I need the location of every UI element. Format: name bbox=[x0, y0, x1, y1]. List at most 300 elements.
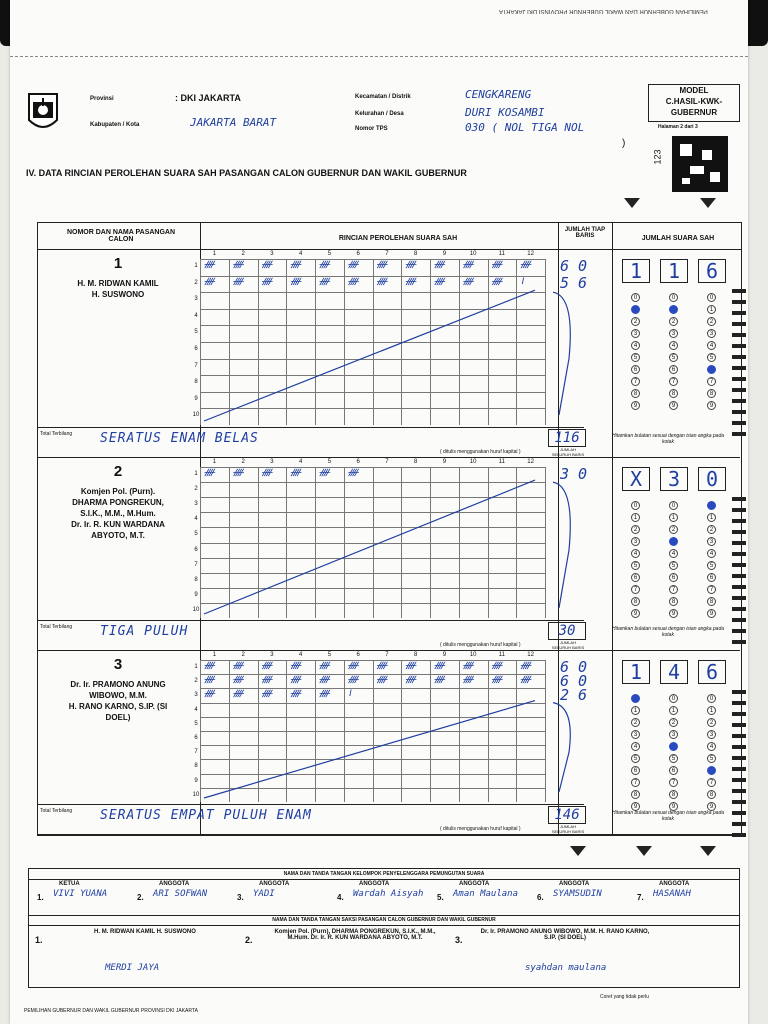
digit-bubble[interactable]: 6 bbox=[707, 573, 716, 582]
grid-col-number: 6 bbox=[356, 652, 360, 658]
row-total: 6 0 bbox=[560, 257, 588, 275]
margin-tick bbox=[732, 421, 746, 425]
candidate-name: H. RANO KARNO, S.IP. (SI bbox=[68, 702, 168, 711]
digit-bubble[interactable]: 8 bbox=[669, 389, 678, 398]
kpps-title: NAMA DAN TANDA TANGAN KELOMPOK PENYELENGGARA PEMUNGUTAN SUARA bbox=[283, 871, 485, 877]
kpps-title-divider bbox=[29, 879, 739, 880]
kpps-number: 7. bbox=[637, 893, 644, 902]
digit-bubble[interactable]: 8 bbox=[669, 597, 678, 606]
diagonal-crossout bbox=[204, 480, 535, 614]
digit-bubble[interactable]: 9 bbox=[707, 401, 716, 410]
grid-row-number: 2 bbox=[194, 678, 198, 685]
digit-bubble[interactable]: 0 bbox=[707, 694, 716, 703]
grid-row-number: 4 bbox=[194, 516, 198, 523]
digit-box[interactable]: 0 bbox=[698, 467, 726, 491]
digit-bubble[interactable]: 2 bbox=[669, 317, 678, 326]
digit-bubble[interactable]: 3 bbox=[707, 329, 716, 338]
digit-bubble[interactable]: 6 bbox=[707, 766, 716, 775]
kelurahan-label: Kelurahan / Desa bbox=[355, 111, 404, 117]
grid-row-number: 10 bbox=[192, 412, 200, 419]
tally-mark: ᚎ bbox=[462, 675, 474, 686]
grid-col-number: 11 bbox=[498, 251, 505, 257]
tally-mark: ᚎ bbox=[376, 661, 387, 671]
tally-mark: ᚎ bbox=[434, 276, 445, 287]
saksi-signature: MERDI JAYA bbox=[105, 963, 160, 973]
kpps-role: ANGGOTA bbox=[359, 881, 390, 887]
kpps-number: 4. bbox=[337, 893, 344, 902]
digit-bubble[interactable]: 9 bbox=[669, 802, 678, 811]
digit-bubble[interactable]: 9 bbox=[669, 401, 678, 410]
digit-bubble[interactable]: 2 bbox=[631, 317, 640, 326]
digit-box[interactable]: 1 bbox=[660, 259, 688, 283]
digit-bubble[interactable]: 0 bbox=[707, 293, 716, 302]
form-sheet bbox=[10, 0, 748, 1024]
margin-tick bbox=[732, 355, 746, 359]
grid-col-number: 11 bbox=[498, 652, 505, 658]
row-total: 3 0 bbox=[560, 465, 588, 483]
words-hint: ( ditulis menggunakan huruf kapital ) bbox=[440, 449, 521, 455]
grid-col-number: 9 bbox=[442, 652, 447, 658]
digit-bubble[interactable]: 5 bbox=[707, 353, 716, 362]
digit-bubble[interactable]: 9 bbox=[669, 609, 678, 618]
code-123: 123 bbox=[652, 149, 663, 165]
grid-col-number: 4 bbox=[298, 251, 303, 257]
kpps-signature: ARI SOFWAN bbox=[153, 889, 208, 899]
grid-col-number: 12 bbox=[527, 459, 534, 465]
digit-bubble[interactable]: 7 bbox=[669, 778, 678, 787]
saksi-name: H. M. RIDWAN KAMIL H. SUSWONO bbox=[94, 929, 196, 935]
digit-bubble[interactable]: 9 bbox=[707, 802, 716, 811]
grid-col-number: 12 bbox=[527, 251, 534, 257]
digit-box[interactable]: 6 bbox=[698, 259, 726, 283]
margin-tick bbox=[732, 322, 746, 326]
bubble-hint: Hitamkan bulatan sesuai dengan isian angka pada kotak bbox=[611, 433, 725, 445]
tally-mark: ᚎ bbox=[520, 260, 531, 270]
tally-mark: ᚎ bbox=[434, 675, 445, 686]
tally-mark: ᚎ bbox=[491, 260, 502, 270]
digit-bubble[interactable]: 7 bbox=[631, 585, 640, 594]
tally-mark: ᚎ bbox=[405, 675, 416, 686]
margin-tick bbox=[732, 778, 746, 782]
tally-mark: ᚎ bbox=[405, 661, 416, 671]
candidate-name: WIBOWO, M.M. bbox=[89, 691, 147, 700]
tally-mark: ᚎ bbox=[347, 260, 359, 270]
digit-bubble[interactable]: 4 bbox=[707, 549, 716, 558]
digit-box[interactable]: X bbox=[622, 467, 650, 491]
digit-box[interactable]: 1 bbox=[622, 259, 650, 283]
grid-row-number: 10 bbox=[192, 606, 200, 613]
total-terbilang-label: Total Terbilang bbox=[40, 431, 73, 437]
margin-tick bbox=[732, 585, 746, 589]
dki-logo-icon bbox=[27, 92, 59, 134]
grid-col-number: 9 bbox=[442, 459, 447, 465]
bubble-hint: Hitamkan bulatan sesuai dengan isian angka pada kotak bbox=[611, 626, 725, 638]
digit-bubble[interactable]: 1 bbox=[707, 305, 716, 314]
grid-col-number: 4 bbox=[298, 459, 303, 465]
margin-tick bbox=[732, 800, 746, 804]
margin-tick bbox=[732, 388, 746, 392]
digit-bubble[interactable]: 8 bbox=[631, 389, 640, 398]
kecamatan-value: CENGKARENG bbox=[465, 88, 532, 101]
margin-tick bbox=[732, 432, 746, 436]
digit-bubble[interactable]: 6 bbox=[669, 766, 678, 775]
digit-bubble[interactable]: 8 bbox=[707, 389, 716, 398]
candidate-name: Dr. Ir. PRAMONO ANUNG bbox=[70, 680, 166, 689]
margin-tick bbox=[732, 300, 746, 304]
kpps-signature: Aman Maulana bbox=[453, 889, 519, 899]
digit-bubble[interactable]: 1 bbox=[669, 305, 678, 314]
digit-bubble[interactable]: 4 bbox=[669, 549, 678, 558]
margin-tick bbox=[732, 723, 746, 727]
section-divider bbox=[37, 834, 740, 835]
top-dashed-line bbox=[10, 56, 748, 57]
margin-tick bbox=[732, 574, 746, 578]
digit-bubble[interactable]: 9 bbox=[631, 401, 640, 410]
digit-bubble[interactable]: 9 bbox=[707, 609, 716, 618]
words-hint: ( ditulis menggunakan huruf kapital ) bbox=[440, 642, 521, 648]
digit-bubble[interactable]: 3 bbox=[669, 329, 678, 338]
kecamatan-label: Kecamatan / Distrik bbox=[355, 94, 411, 100]
digit-bubble[interactable]: 2 bbox=[707, 525, 716, 534]
digit-bubble[interactable]: 7 bbox=[707, 778, 716, 787]
digit-bubble[interactable]: 3 bbox=[707, 730, 716, 739]
total-number-label: JUMLAH SELURUH BARIS bbox=[551, 640, 585, 650]
kpps-role: ANGGOTA bbox=[259, 881, 290, 887]
digit-box[interactable]: 4 bbox=[660, 660, 688, 684]
grid-row-number: 4 bbox=[194, 312, 198, 319]
digit-bubble[interactable]: 3 bbox=[631, 537, 640, 546]
digit-bubble[interactable]: 6 bbox=[669, 573, 678, 582]
tally-mark: ᚎ bbox=[405, 260, 416, 270]
row-total: 2 6 bbox=[560, 686, 588, 705]
total-terbilang-label: Total Terbilang bbox=[40, 624, 73, 630]
margin-tick bbox=[732, 552, 746, 556]
digit-bubble[interactable]: 0 bbox=[631, 694, 640, 703]
tally-mark: ᚎ bbox=[204, 661, 215, 671]
digit-bubble[interactable]: 5 bbox=[669, 561, 678, 570]
tally-mark: ᚎ bbox=[319, 260, 330, 270]
margin-tick bbox=[732, 530, 746, 534]
margin-tick bbox=[732, 333, 746, 337]
halaman-text: Halaman 2 dari 3 bbox=[658, 124, 698, 130]
margin-tick bbox=[732, 344, 746, 348]
arrow-down-icon-3 bbox=[570, 846, 586, 856]
digit-bubble[interactable]: 8 bbox=[707, 597, 716, 606]
tally-mark: ᚎ bbox=[232, 689, 244, 700]
diagonal-crossout bbox=[204, 290, 535, 421]
digit-bubble[interactable]: 5 bbox=[669, 353, 678, 362]
row-total: 6 0 bbox=[560, 672, 588, 691]
grid-col-number: 8 bbox=[413, 251, 418, 257]
tally-mark: ᚎ bbox=[319, 276, 330, 287]
tally-mark: ᚎ bbox=[434, 661, 445, 671]
digit-bubble[interactable]: 5 bbox=[631, 754, 640, 763]
digit-box[interactable]: 1 bbox=[622, 660, 650, 684]
total-row-divider bbox=[37, 427, 584, 428]
margin-tick bbox=[732, 833, 746, 837]
digit-bubble[interactable]: 8 bbox=[707, 790, 716, 799]
tally-mark: ᚎ bbox=[232, 661, 244, 671]
digit-bubble[interactable]: 1 bbox=[669, 513, 678, 522]
digit-bubble[interactable]: 4 bbox=[669, 742, 678, 751]
arrow-down-icon-2 bbox=[700, 198, 716, 208]
digit-bubble[interactable]: 5 bbox=[631, 353, 640, 362]
digit-bubble[interactable]: 6 bbox=[669, 365, 678, 374]
grid-col-number: 7 bbox=[385, 459, 389, 465]
grid-row-number: 3 bbox=[194, 501, 198, 508]
tally-mark: ᚎ bbox=[232, 468, 244, 478]
digit-bubble[interactable]: 1 bbox=[631, 305, 640, 314]
digit-bubble[interactable]: 4 bbox=[631, 549, 640, 558]
digit-bubble[interactable]: 4 bbox=[707, 742, 716, 751]
digit-bubble[interactable]: 3 bbox=[631, 730, 640, 739]
digit-bubble[interactable]: 1 bbox=[707, 513, 716, 522]
tally-mark: ᚎ bbox=[261, 675, 272, 686]
digit-bubble[interactable]: 8 bbox=[669, 790, 678, 799]
header-col2: RINCIAN PEROLEHAN SUARA SAH bbox=[338, 235, 458, 242]
digit-box[interactable]: 6 bbox=[698, 660, 726, 684]
saksi-divider bbox=[29, 925, 739, 926]
total-row-divider bbox=[37, 804, 584, 805]
digit-bubble[interactable]: 3 bbox=[631, 329, 640, 338]
grid-col-number: 1 bbox=[212, 652, 217, 658]
digit-bubble[interactable]: 6 bbox=[631, 766, 640, 775]
diagonal-crossout bbox=[204, 701, 535, 798]
tally-mark: ᚎ bbox=[347, 675, 359, 686]
digit-bubble[interactable]: 3 bbox=[669, 730, 678, 739]
digit-bubble[interactable]: 1 bbox=[669, 706, 678, 715]
margin-tick bbox=[732, 822, 746, 826]
digit-bubble[interactable]: 4 bbox=[631, 341, 640, 350]
margin-tick bbox=[732, 811, 746, 815]
grid-row-number: 5 bbox=[194, 720, 198, 727]
margin-tick bbox=[732, 563, 746, 567]
tally-mark: ᚎ bbox=[319, 661, 330, 671]
grid-col-number: 2 bbox=[241, 251, 245, 257]
grid-row-number: 8 bbox=[194, 576, 198, 583]
digit-bubble[interactable]: 7 bbox=[707, 377, 716, 386]
digit-bubble[interactable]: 8 bbox=[631, 597, 640, 606]
saksi-signature: syahdan maulana bbox=[525, 963, 607, 973]
digit-bubble[interactable]: 6 bbox=[631, 573, 640, 582]
grid-row-number: 9 bbox=[194, 591, 198, 598]
margin-tick bbox=[732, 607, 746, 611]
tally-mark: ᚎ bbox=[261, 661, 272, 671]
tally-mark: ᚎ bbox=[347, 468, 359, 478]
digit-bubble[interactable]: 3 bbox=[669, 537, 678, 546]
kpps-signature: SYAMSUDIN bbox=[553, 889, 602, 899]
margin-tick bbox=[732, 541, 746, 545]
footer-right: Coret yang tidak perlu bbox=[600, 994, 649, 1000]
margin-tick bbox=[732, 745, 746, 749]
grid-col-number: 10 bbox=[469, 251, 477, 257]
grid-row-number: 7 bbox=[194, 362, 198, 369]
tally-mark: ᚎ bbox=[405, 276, 416, 287]
saksi-title: NAMA DAN TANDA TANGAN SAKSI PASANGAN CALON GUBERNUR DAN WAKIL GUBERNUR bbox=[272, 917, 496, 923]
grid-col-number: 8 bbox=[413, 459, 418, 465]
header-col1: NOMOR DAN NAMA PASANGAN CALON bbox=[66, 229, 176, 243]
total-number-label: JUMLAH SELURUH BARIS bbox=[551, 824, 585, 834]
tally-mark: ᚎ bbox=[319, 468, 330, 478]
tally-mark: ᚎ bbox=[290, 661, 301, 671]
tally-mark: ᚎ bbox=[462, 661, 474, 671]
digit-bubble[interactable]: 6 bbox=[707, 365, 716, 374]
tally-mark: ᚎ bbox=[290, 689, 301, 700]
grid-row-number: 1 bbox=[194, 664, 198, 670]
grid-col-number: 11 bbox=[498, 459, 505, 465]
signature-block bbox=[28, 868, 740, 988]
candidate-name: DHARMA PONGREKUN, bbox=[72, 498, 164, 507]
digit-bubble[interactable]: 8 bbox=[631, 790, 640, 799]
total-words: TIGA PULUH bbox=[100, 624, 189, 639]
total-words: SERATUS ENAM BELAS bbox=[100, 431, 259, 446]
tally-mark: ᚎ bbox=[520, 661, 531, 671]
grid-row-number: 4 bbox=[194, 706, 198, 713]
candidate-name: H. M. RIDWAN KAMIL bbox=[77, 279, 159, 288]
grid-row-number: 7 bbox=[194, 749, 198, 756]
digit-bubble[interactable]: 4 bbox=[631, 742, 640, 751]
candidate-name: Dr. Ir. R. KUN WARDANA bbox=[71, 520, 165, 529]
kpps-number: 5. bbox=[437, 893, 444, 902]
kpps-number: 6. bbox=[537, 893, 544, 902]
digit-bubble[interactable]: 5 bbox=[707, 561, 716, 570]
grid-col-number: 1 bbox=[212, 459, 217, 465]
digit-bubble[interactable]: 2 bbox=[631, 718, 640, 727]
tally-mark: ǀ bbox=[347, 689, 354, 700]
tally-mark: ᚎ bbox=[232, 276, 244, 287]
digit-bubble[interactable]: 6 bbox=[631, 365, 640, 374]
tps-value: 030 ( NOL TIGA NOL bbox=[465, 121, 585, 134]
grid-col-number: 5 bbox=[327, 459, 332, 465]
tally-mark: ᚎ bbox=[204, 276, 215, 287]
margin-tick bbox=[732, 712, 746, 716]
margin-tick bbox=[732, 767, 746, 771]
grid-row-number: 1 bbox=[194, 263, 198, 269]
digit-bubble[interactable]: 2 bbox=[669, 525, 678, 534]
digit-bubble[interactable]: 3 bbox=[707, 537, 716, 546]
digit-bubble[interactable]: 2 bbox=[631, 525, 640, 534]
digit-bubble[interactable]: 0 bbox=[669, 694, 678, 703]
grid-col-number: 1 bbox=[212, 251, 217, 257]
tally-mark: ᚎ bbox=[319, 675, 330, 686]
tally-mark: ᚎ bbox=[376, 675, 387, 686]
digit-bubble[interactable]: 2 bbox=[707, 718, 716, 727]
tally-mark: ᚎ bbox=[319, 689, 330, 700]
tally-mark: ᚎ bbox=[347, 661, 359, 671]
margin-tick bbox=[732, 596, 746, 600]
grid-col-number: 2 bbox=[241, 459, 245, 465]
margin-tick bbox=[732, 756, 746, 760]
total-terbilang-label: Total Terbilang bbox=[40, 808, 73, 814]
grid-col-number: 6 bbox=[356, 251, 360, 257]
tally-mark: ᚎ bbox=[232, 675, 244, 686]
saksi-name: Dr. Ir. PRAMONO ANUNG WIBOWO, M.M. H. RANO KARNO, S.IP. (SI DOEL) bbox=[480, 929, 650, 941]
kpps-number: 2. bbox=[137, 893, 144, 902]
digit-bubble[interactable]: 7 bbox=[669, 585, 678, 594]
grid-row-number: 5 bbox=[194, 329, 198, 336]
digit-bubble[interactable]: 9 bbox=[631, 802, 640, 811]
jumlah-crossout bbox=[553, 292, 570, 415]
tally-mark: ᚎ bbox=[376, 276, 387, 287]
digit-bubble[interactable]: 0 bbox=[707, 501, 716, 510]
digit-bubble[interactable]: 5 bbox=[669, 754, 678, 763]
grid-col-number: 6 bbox=[356, 459, 360, 465]
digit-bubble[interactable]: 7 bbox=[631, 778, 640, 787]
grid-row-number: 1 bbox=[194, 471, 198, 477]
grid-row-number: 8 bbox=[194, 763, 198, 770]
digit-bubble[interactable]: 2 bbox=[669, 718, 678, 727]
tally-mark: ᚎ bbox=[261, 689, 272, 700]
digit-bubble[interactable]: 7 bbox=[707, 585, 716, 594]
grid-row-number: 10 bbox=[192, 791, 200, 798]
digit-bubble[interactable]: 2 bbox=[707, 317, 716, 326]
grid-col-number: 9 bbox=[442, 251, 447, 257]
saksi-divider-top bbox=[29, 915, 739, 916]
kpps-signature: VIVI YUANA bbox=[53, 889, 108, 899]
digit-bubble[interactable]: 9 bbox=[631, 609, 640, 618]
digit-bubble[interactable]: 0 bbox=[669, 501, 678, 510]
kpps-role: ANGGOTA bbox=[159, 881, 190, 887]
grid-row-number: 6 bbox=[194, 346, 198, 352]
grid-col-number: 3 bbox=[270, 459, 274, 465]
digit-bubble[interactable]: 0 bbox=[669, 293, 678, 302]
digit-box[interactable]: 3 bbox=[660, 467, 688, 491]
digit-bubble[interactable]: 4 bbox=[707, 341, 716, 350]
kpps-signature: YADI bbox=[253, 889, 275, 899]
row-total: 5 6 bbox=[560, 273, 588, 292]
margin-tick bbox=[732, 410, 746, 414]
provinsi-label: Provinsi bbox=[90, 96, 114, 102]
tally-mark: ᚎ bbox=[520, 675, 531, 686]
crossout-lines bbox=[200, 457, 588, 618]
margin-tick bbox=[732, 734, 746, 738]
digit-bubble[interactable]: 0 bbox=[631, 501, 640, 510]
grid-row-number: 6 bbox=[194, 735, 198, 741]
grid-row-number: 3 bbox=[194, 296, 198, 303]
digit-bubble[interactable]: 0 bbox=[631, 293, 640, 302]
grid-col-number: 2 bbox=[241, 652, 245, 658]
tally-mark: ᚎ bbox=[261, 468, 272, 478]
grid-row-number: 9 bbox=[194, 395, 198, 402]
kabupaten-value: JAKARTA BARAT bbox=[190, 116, 277, 129]
digit-bubble[interactable]: 5 bbox=[631, 561, 640, 570]
kpps-role: ANGGOTA bbox=[559, 881, 590, 887]
grid-col-number: 3 bbox=[270, 251, 274, 257]
digit-bubble[interactable]: 7 bbox=[669, 377, 678, 386]
section-title: IV. DATA RINCIAN PEROLEHAN SUARA SAH PASANGAN CALON GUBERNUR DAN WAKIL GUBERNUR bbox=[26, 168, 467, 178]
digit-bubble[interactable]: 1 bbox=[631, 706, 640, 715]
grid-col-number: 5 bbox=[327, 251, 332, 257]
tally-mark: ᚎ bbox=[261, 276, 272, 287]
total-number: 116 bbox=[548, 429, 586, 447]
digit-bubble[interactable]: 1 bbox=[631, 513, 640, 522]
candidate-name: H. SUSWONO bbox=[91, 290, 145, 299]
tally-mark: ᚎ bbox=[232, 260, 244, 270]
top-mirror-text: PEMILIHAN GUBERNUR DAN WAKIL GUBERNUR PROVINSI DKI JAKARTA bbox=[499, 8, 708, 14]
digit-bubble[interactable]: 4 bbox=[669, 341, 678, 350]
header-col3: JUMLAH TIAP BARIS bbox=[564, 227, 606, 239]
grid-col-number: 10 bbox=[469, 652, 477, 658]
digit-bubble[interactable]: 5 bbox=[707, 754, 716, 763]
grid-col-number: 10 bbox=[469, 459, 477, 465]
candidate-name: ABYOTO, M.T. bbox=[91, 531, 145, 540]
jumlah-crossout bbox=[553, 482, 570, 608]
digit-bubble[interactable]: 1 bbox=[707, 706, 716, 715]
candidate-number: 1 bbox=[113, 255, 123, 272]
grid-col-number: 7 bbox=[385, 652, 389, 658]
total-row-divider bbox=[37, 620, 584, 621]
digit-bubble[interactable]: 7 bbox=[631, 377, 640, 386]
